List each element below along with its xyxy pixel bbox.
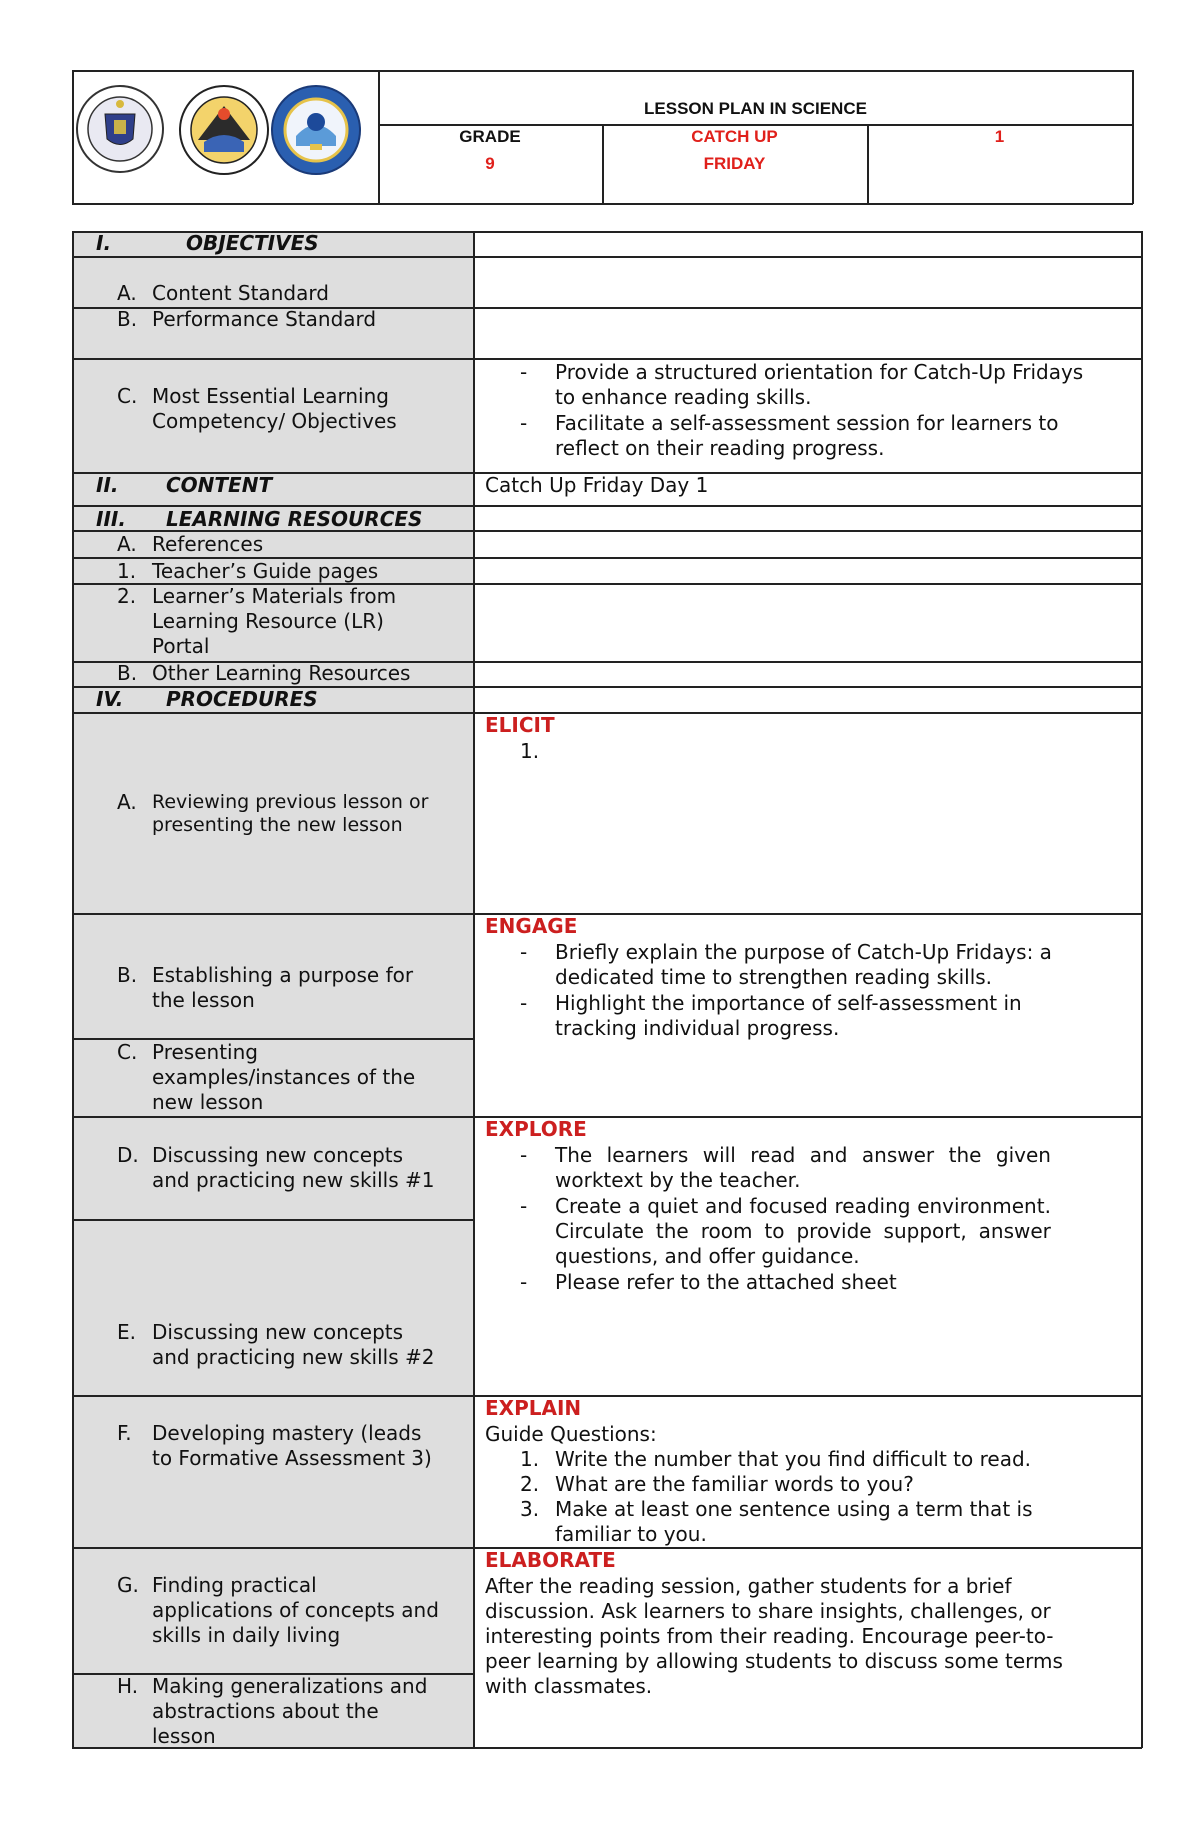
engage-2-line2: tracking individual progress.	[555, 1016, 840, 1040]
other-resources-label: Other Learning Resources	[152, 661, 411, 685]
word: given	[995, 1143, 1051, 1167]
procedure-h-line1: Making generalizations and	[152, 1674, 428, 1698]
grade-label: GRADE	[459, 127, 521, 146]
word: answer	[978, 1219, 1051, 1243]
word: the	[948, 1143, 982, 1167]
school-seal-logo	[270, 84, 362, 176]
procedure-b-line1: Establishing a purpose for	[152, 963, 414, 987]
competency-label-line2: Competency/ Objectives	[152, 409, 397, 433]
explore-1-line1	[555, 1143, 1051, 1169]
explore-2-line2	[555, 1219, 1051, 1245]
explain-q1: Write the number that you find difficult to read.	[555, 1447, 1032, 1471]
procedure-f-letter: F.	[117, 1421, 132, 1445]
elaborate-line3: interesting points from their reading. Encourage peer-to-	[485, 1624, 1054, 1648]
elaborate-line5: with classmates.	[485, 1674, 653, 1698]
word: room	[700, 1219, 753, 1243]
procedure-h-line2: abstractions about the	[152, 1699, 379, 1723]
procedure-h-letter: H.	[117, 1674, 139, 1698]
explain-q1-number: 1.	[520, 1447, 540, 1471]
explain-q2: What are the familiar words to you?	[555, 1472, 914, 1496]
objectives-heading: OBJECTIVES	[186, 231, 319, 255]
word: environment.	[917, 1194, 1051, 1218]
procedure-e-line2: and practicing new skills #2	[152, 1345, 435, 1369]
elicit-item-number: 1.	[520, 739, 540, 763]
word: answer	[861, 1143, 935, 1167]
procedure-g-letter: G.	[117, 1573, 139, 1597]
explain-q3-line1: Make at least one sentence using a term that is	[555, 1497, 1033, 1521]
elaborate-line2: discussion. Ask learners to share insights, challenges, or	[485, 1599, 1051, 1623]
word: to	[764, 1219, 785, 1243]
content-standard-label: Content Standard	[152, 281, 329, 305]
procedure-d-line2: and practicing new skills #1	[152, 1168, 435, 1192]
explore-title: EXPLORE	[485, 1117, 587, 1141]
explore-3-bullet: -	[520, 1270, 528, 1294]
procedure-a-line1: Reviewing previous lesson or	[152, 791, 429, 813]
explain-q2-number: 2.	[520, 1472, 540, 1496]
elaborate-line1: After the reading session, gather students for a brief	[485, 1574, 1012, 1598]
word: quiet	[647, 1194, 699, 1218]
teachers-guide-number: 1.	[117, 559, 137, 583]
explain-q3-number: 3.	[520, 1497, 540, 1521]
objective-1-line1: Provide a structured orientation for Catch-Up Fridays	[555, 360, 1084, 384]
word: and	[809, 1143, 848, 1167]
lesson-plan-title: LESSON PLAN IN SCIENCE	[644, 99, 867, 118]
content-value: Catch Up Friday Day 1	[485, 473, 709, 497]
procedure-a-letter: A.	[117, 790, 137, 814]
objective-1-bullet: -	[520, 360, 528, 384]
procedure-c-line3: new lesson	[152, 1090, 264, 1114]
engage-1-line1: Briefly explain the purpose of Catch-Up Fridays: a	[555, 940, 1052, 964]
word: reading	[834, 1194, 911, 1218]
deped-seal-logo	[75, 84, 165, 174]
word: will	[702, 1143, 736, 1167]
other-resources-letter: B.	[117, 661, 138, 685]
word: Circulate	[555, 1219, 644, 1243]
section-3-number: III.	[96, 507, 126, 531]
word: read	[750, 1143, 796, 1167]
explore-3-line1: Please refer to the attached sheet	[555, 1270, 897, 1294]
engage-2-bullet: -	[520, 991, 528, 1015]
word: focused	[749, 1194, 828, 1218]
teachers-guide-label: Teacher’s Guide pages	[152, 559, 379, 583]
grade-value: 9	[485, 154, 495, 173]
references-label: References	[152, 532, 264, 556]
learners-materials-number: 2.	[117, 584, 137, 608]
word: the	[655, 1219, 689, 1243]
learners-materials-line2: Learning Resource (LR)	[152, 609, 384, 633]
performance-standard-letter: B.	[117, 307, 138, 331]
day-number: 1	[994, 127, 1005, 146]
sdo-caloocan-seal-logo	[178, 84, 270, 176]
learners-materials-line3: Portal	[152, 634, 210, 658]
explore-1-bullet: -	[520, 1143, 528, 1167]
content-standard-letter: A.	[117, 281, 137, 305]
word: Create	[555, 1194, 622, 1218]
procedure-a-line2: presenting the new lesson	[152, 814, 403, 836]
engage-1-bullet: -	[520, 940, 528, 964]
explore-2-line3: questions, and offer guidance.	[555, 1244, 860, 1268]
section-1-number: I.	[96, 231, 112, 255]
word: support,	[883, 1219, 967, 1243]
procedure-h-line3: lesson	[152, 1724, 216, 1748]
explain-title: EXPLAIN	[485, 1396, 582, 1420]
word: and	[705, 1194, 743, 1218]
procedure-g-line1: Finding practical	[152, 1573, 317, 1597]
procedure-b-line2: the lesson	[152, 988, 255, 1012]
elaborate-line4: peer learning by allowing students to discuss some terms	[485, 1649, 1063, 1673]
objective-2-bullet: -	[520, 411, 528, 435]
procedure-b-letter: B.	[117, 963, 138, 987]
engage-title: ENGAGE	[485, 914, 578, 938]
word: learners	[606, 1143, 689, 1167]
procedure-e-line1: Discussing new concepts	[152, 1320, 404, 1344]
procedure-c-line2: examples/instances of the	[152, 1065, 416, 1089]
procedure-c-letter: C.	[117, 1040, 138, 1064]
procedure-g-line2: applications of concepts and	[152, 1598, 439, 1622]
explain-intro: Guide Questions:	[485, 1422, 657, 1446]
explore-2-bullet: -	[520, 1194, 528, 1218]
section-4-number: IV.	[96, 687, 124, 711]
word: The	[555, 1143, 593, 1167]
elaborate-title: ELABORATE	[485, 1548, 616, 1572]
references-letter: A.	[117, 532, 137, 556]
session-label-line2: FRIDAY	[703, 154, 766, 173]
section-2-number: II.	[96, 473, 119, 497]
competency-label-line1: Most Essential Learning	[152, 384, 389, 408]
elicit-title: ELICIT	[485, 713, 555, 737]
procedure-g-line3: skills in daily living	[152, 1623, 341, 1647]
word: a	[628, 1194, 641, 1218]
engage-1-line2: dedicated time to strengthen reading skills.	[555, 965, 993, 989]
competency-letter: C.	[117, 384, 138, 408]
procedure-f-line2: to Formative Assessment 3)	[152, 1446, 432, 1470]
performance-standard-label: Performance Standard	[152, 307, 377, 331]
word: provide	[796, 1219, 872, 1243]
procedures-heading: PROCEDURES	[166, 687, 318, 711]
learners-materials-line1: Learner’s Materials from	[152, 584, 397, 608]
procedure-d-line1: Discussing new concepts	[152, 1143, 404, 1167]
objective-2-line2: reflect on their reading progress.	[555, 436, 885, 460]
engage-2-line1: Highlight the importance of self-assessment in	[555, 991, 1022, 1015]
procedure-f-line1: Developing mastery (leads	[152, 1421, 422, 1445]
procedure-d-letter: D.	[117, 1143, 139, 1167]
learning-resources-heading: LEARNING RESOURCES	[166, 507, 423, 531]
explore-2-line1	[555, 1194, 1051, 1220]
session-label-line1: CATCH UP	[691, 127, 778, 146]
content-heading: CONTENT	[166, 473, 273, 497]
procedure-e-letter: E.	[117, 1320, 136, 1344]
objective-2-line1: Facilitate a self-assessment session for learners to	[555, 411, 1059, 435]
objective-1-line2: to enhance reading skills.	[555, 385, 812, 409]
explain-q3-line2: familiar to you.	[555, 1522, 707, 1546]
explore-1-line2: worktext by the teacher.	[555, 1168, 801, 1192]
procedure-c-line1: Presenting	[152, 1040, 258, 1064]
